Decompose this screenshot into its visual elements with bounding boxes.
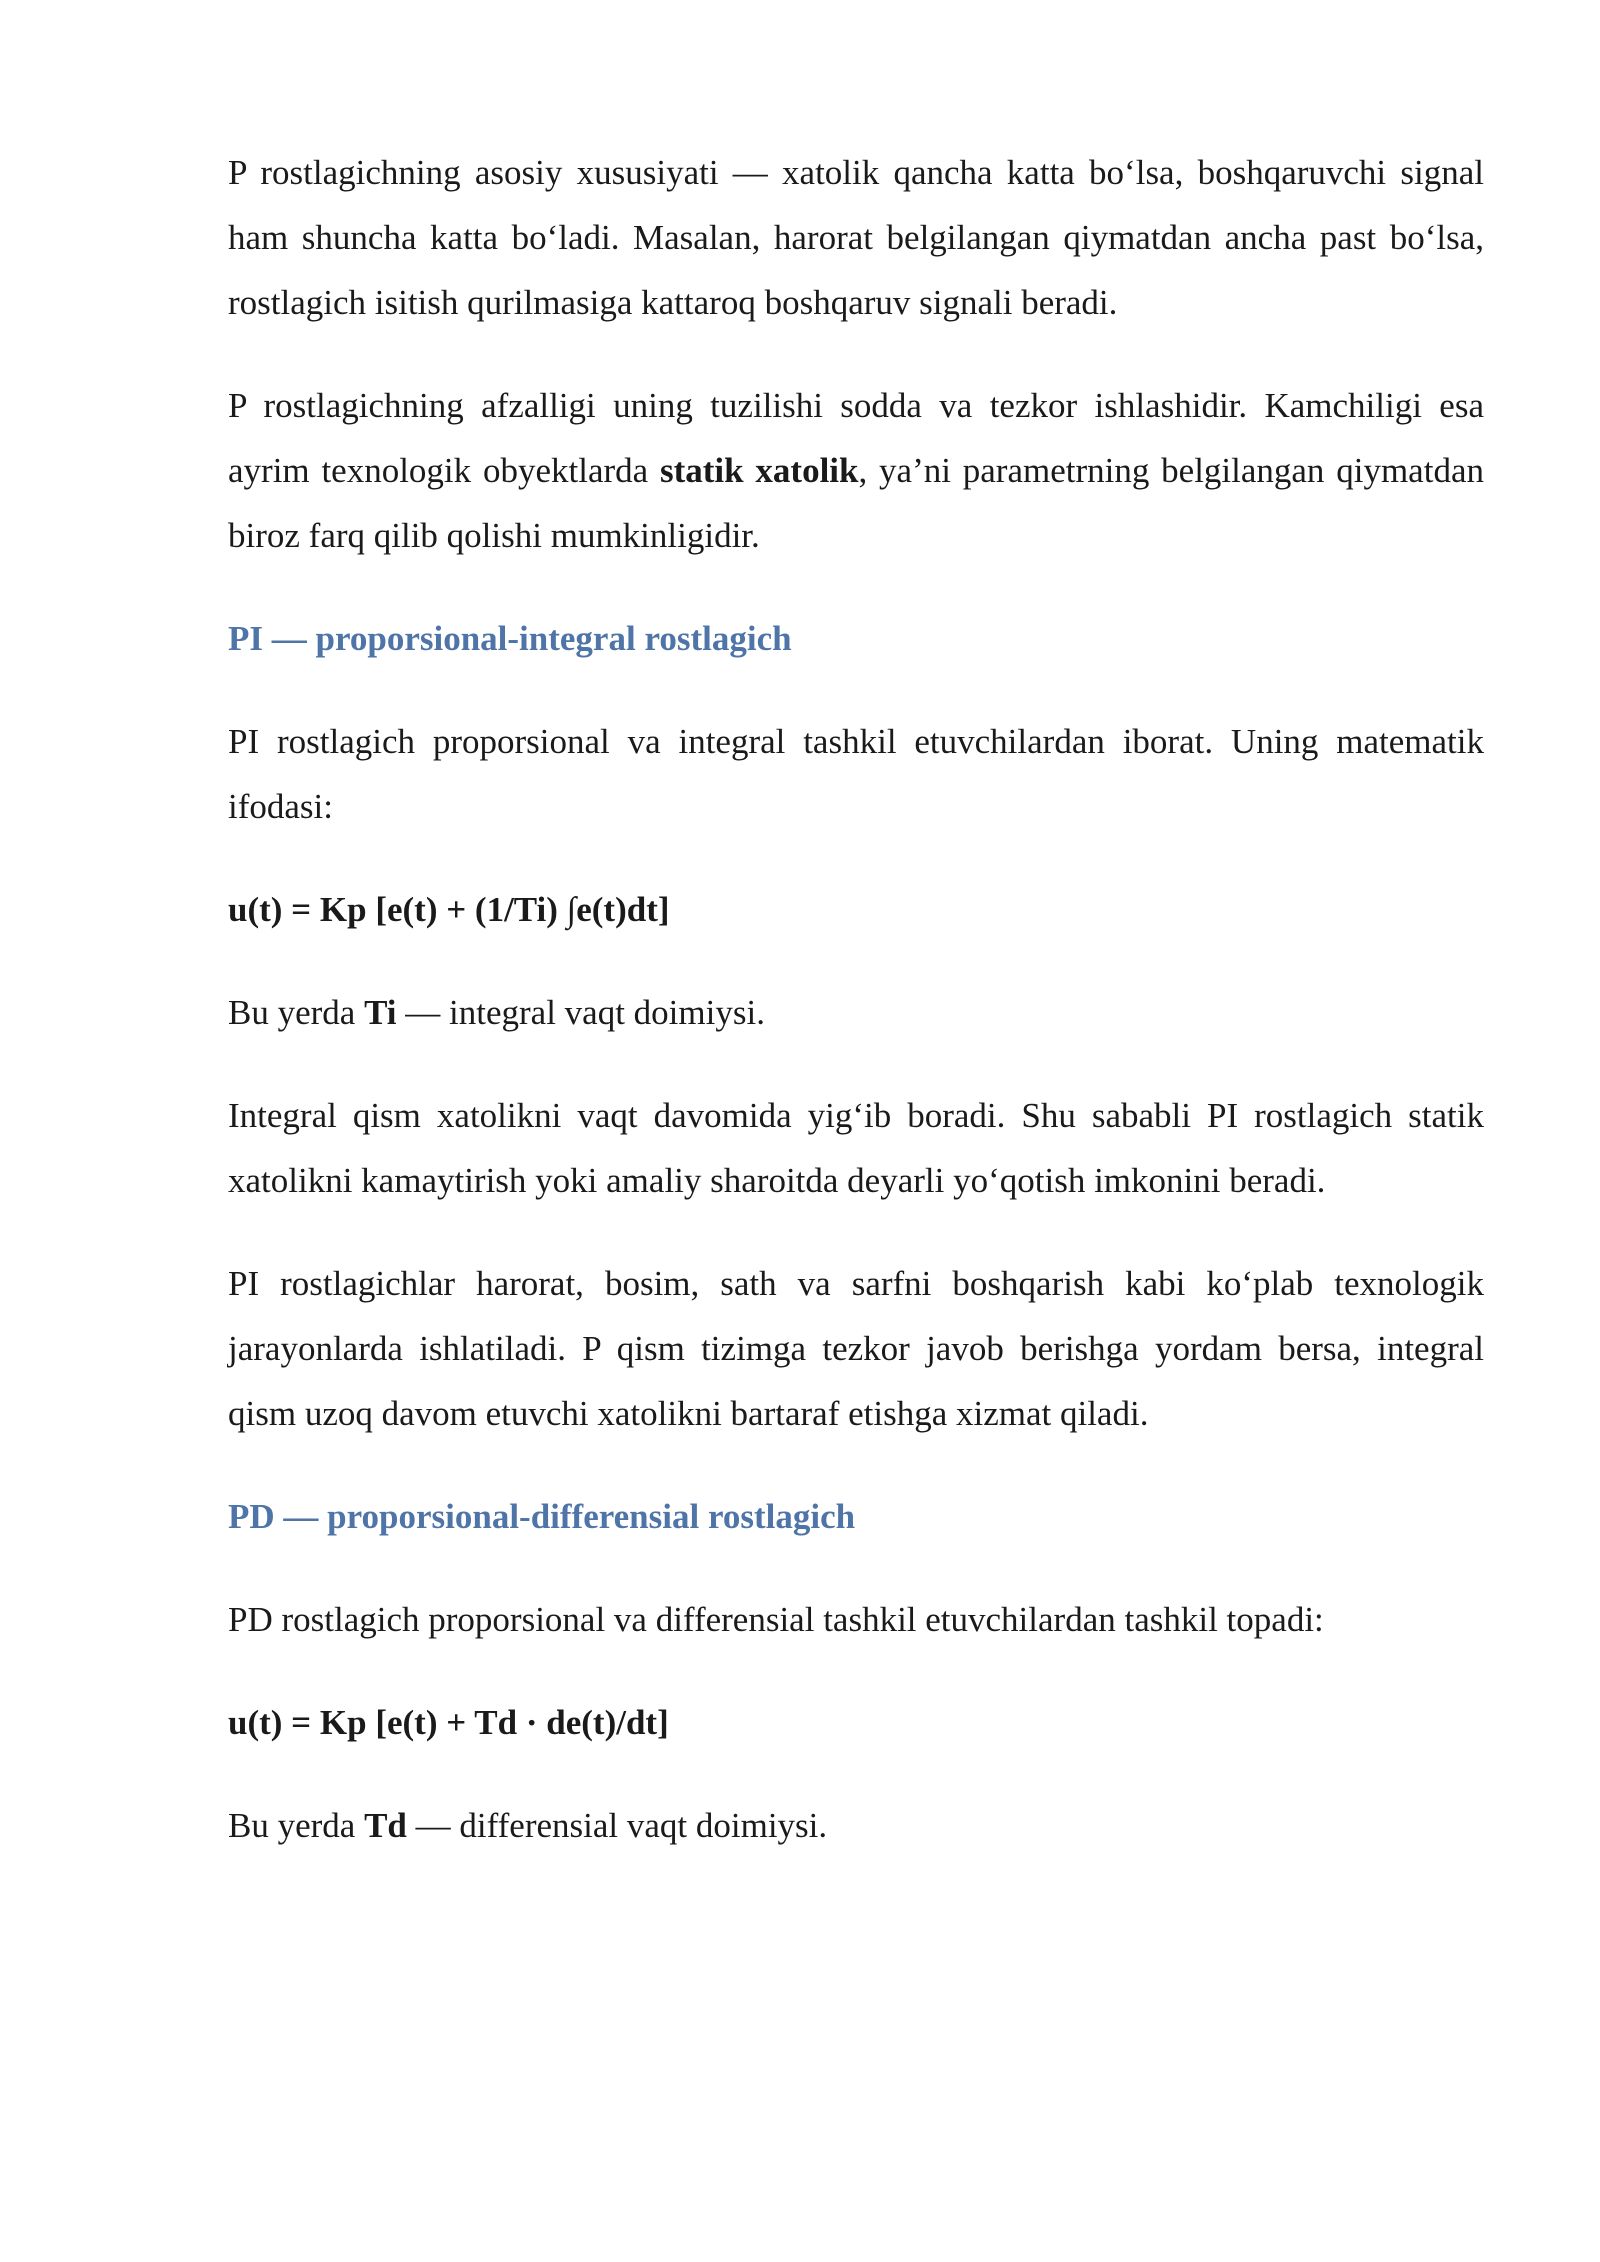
heading-pi-controller: PI — proporsional-integral rostlagich <box>228 619 792 658</box>
text-run: , ya’ni parametrning belgilangan qiymatdan biroz farq qilib qolishi mumkinligidir. <box>228 451 1484 555</box>
paragraph-pi-intro: PI rostlagich proporsional va integral tashkil etuvchilardan iborat. Uning matematik ifodasi: <box>228 722 1484 826</box>
text-run: P rostlagichning afzalligi uning tuzilishi sodda va tezkor ishlashidir. Kamchiligi esa ayrim texnologik obyektlarda <box>228 386 1484 490</box>
text-run: — differensial vaqt doimiysi. <box>406 1806 828 1845</box>
document-page <box>228 140 1484 1896</box>
paragraph-p-controller-advantages <box>228 373 1484 568</box>
heading-pd-controller: PD — proporsional-differensial rostlagich <box>228 1497 856 1536</box>
paragraph-pd-intro: PD rostlagich proporsional va differensial tashkil etuvchilardan tashkil topadi: <box>228 1600 1324 1639</box>
paragraph-pi-applications: PI rostlagichlar harorat, bosim, sath va sarfni boshqarish kabi ko‘plab texnologik jarayonlarda ishlatiladi. P qism tizimga tezkor javob berishga yordam bersa, integral qism uzoq davom etuvchi xatolikni bartaraf etishga xizmat qiladi. <box>228 1264 1484 1433</box>
bold-symbol-td: Td <box>364 1806 407 1845</box>
bold-term-static-error: statik xatolik <box>659 451 859 490</box>
formula-pd: u(t) = Kp [e(t) + Td · de(t)/dt] <box>228 1703 669 1742</box>
formula-pi: u(t) = Kp [e(t) + (1/Ti) ∫e(t)dt] <box>228 890 670 929</box>
paragraph-p-controller-property: P rostlagichning asosiy xususiyati — xatolik qancha katta bo‘lsa, boshqaruvchi signal ham shuncha katta bo‘ladi. Masalan, harorat belgilangan qiymatdan ancha past bo‘lsa, rostlagich isitish qurilmasiga kattaroq boshqaruv signali beradi. <box>228 153 1484 322</box>
paragraph-td-definition <box>228 1793 1484 1858</box>
paragraph-ti-definition <box>228 980 1484 1045</box>
text-run: Bu yerda <box>228 1806 365 1845</box>
paragraph-integral-part: Integral qism xatolikni vaqt davomida yig‘ib boradi. Shu sababli PI rostlagich statik xatolikni kamaytirish yoki amaliy sharoitda deyarli yo‘qotish imkonini beradi. <box>228 1096 1484 1200</box>
bold-symbol-ti: Ti <box>364 993 397 1032</box>
text-run: Bu yerda <box>228 993 365 1032</box>
text-run: — integral vaqt doimiysi. <box>396 993 765 1032</box>
